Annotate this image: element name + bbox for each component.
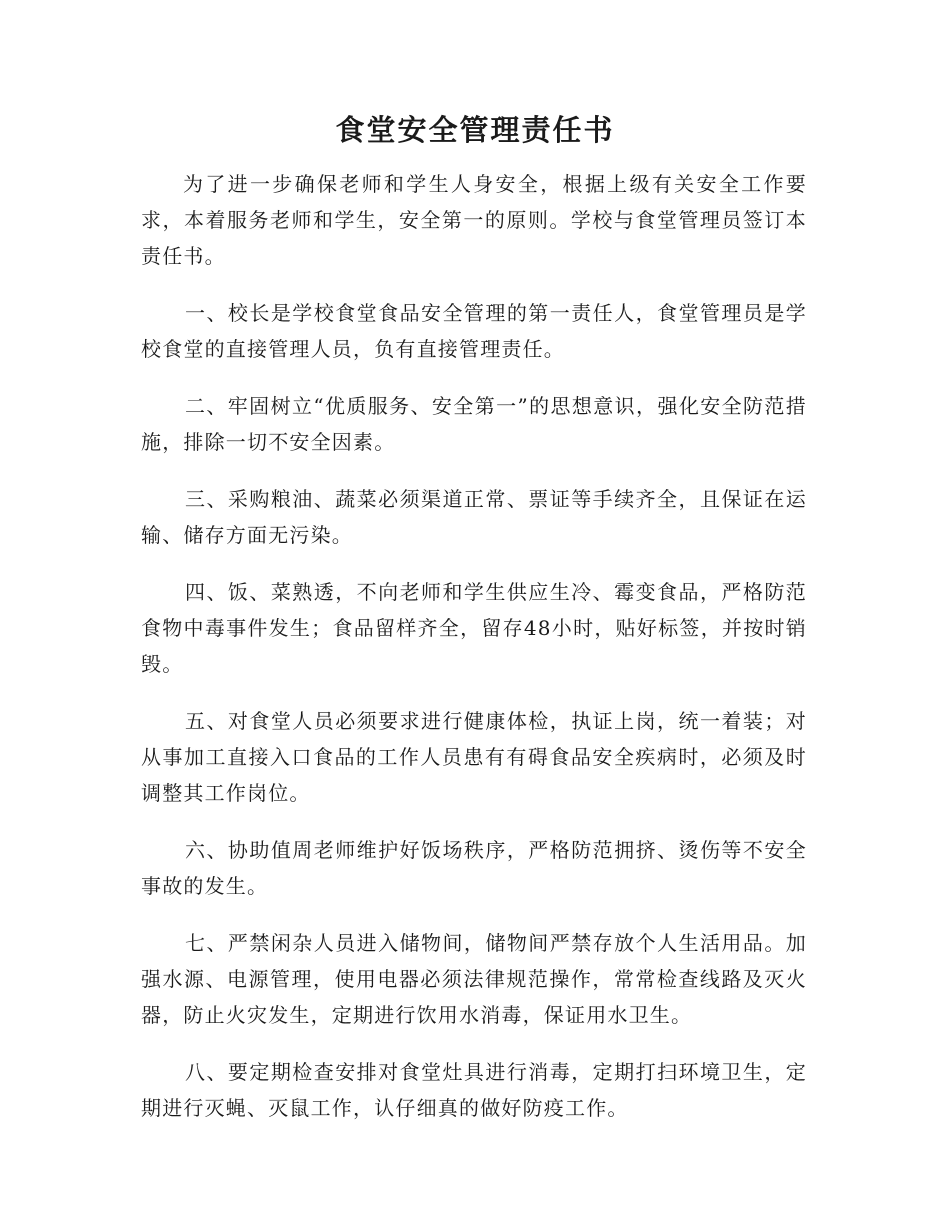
- clause-4: 四、饭、菜熟透，不向老师和学生供应生冷、霉变食品，严格防范食物中毒事件发生；食品留样齐全，留存48小时，贴好标签，并按时销毁。: [141, 580, 807, 676]
- clause-8: 八、要定期检查安排对食堂灶具进行消毒，定期打扫环境卫生，定期进行灭蝇、灭鼠工作，认仔细真的做好防疫工作。: [141, 1060, 807, 1120]
- clause-3: 三、采购粮油、蔬菜必须渠道正常、票证等手续齐全，且保证在运输、储存方面无污染。: [141, 487, 807, 547]
- clause-6: 六、协助值周老师维护好饭场秩序，严格防范拥挤、烫伤等不安全事故的发生。: [141, 838, 807, 898]
- intro-paragraph: 为了进一步确保老师和学生人身安全，根据上级有关安全工作要求，本着服务老师和学生，安全第一的原则。学校与食堂管理员签订本责任书。: [141, 172, 807, 268]
- clause-1: 一、校长是学校食堂食品安全管理的第一责任人，食堂管理员是学校食堂的直接管理人员，负有直接管理责任。: [141, 301, 807, 361]
- clause-5: 五、对食堂人员必须要求进行健康体检，执证上岗，统一着装；对从事加工直接入口食品的工作人员患有有碍食品安全疾病时，必须及时调整其工作岗位。: [141, 709, 807, 805]
- document-body: [141, 166, 807, 1147]
- document-title: 食堂安全管理责任书: [335, 113, 615, 147]
- clause-2: 二、牢固树立“优质服务、安全第一”的思想意识，强化安全防范措施，排除一切不安全因素。: [141, 394, 807, 454]
- clause-7: 七、严禁闲杂人员进入储物间，储物间严禁存放个人生活用品。加强水源、电源管理，使用电器必须法律规范操作，常常检查线路及灭火器，防止火灾发生，定期进行饮用水消毒，保证用水卫生。: [141, 931, 807, 1027]
